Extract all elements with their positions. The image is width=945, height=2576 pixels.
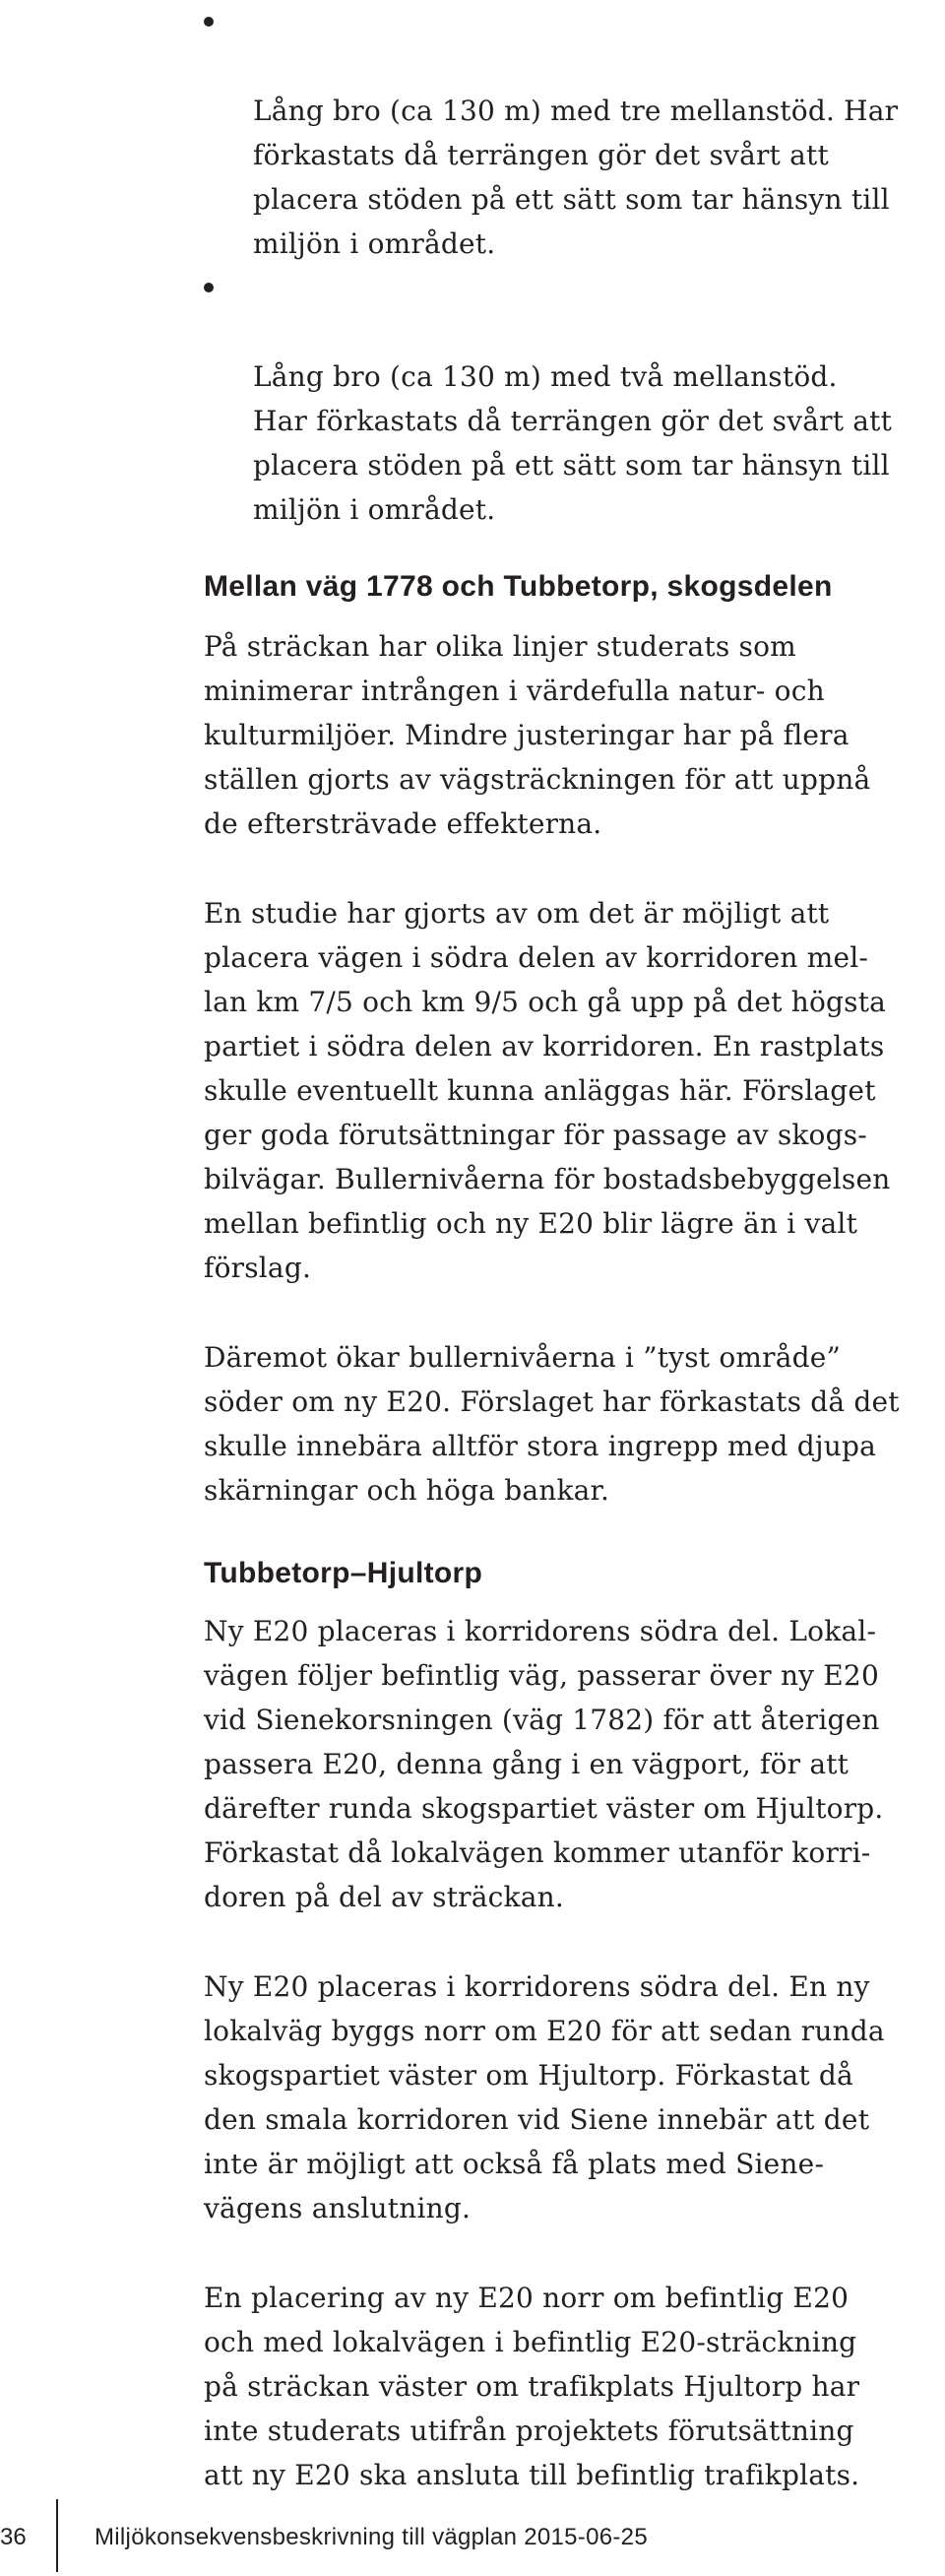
body-paragraph: På sträckan har olika linjer studerats som minimerar intrången i värdefulla natur- och kulturmiljöer. Mindre justeringar har på flera ställen gjorts av vägsträckningen för att uppnå de eftersträvade effekterna.: [204, 630, 871, 840]
footer-divider: [56, 2499, 58, 2572]
body-paragraph: Däremot ökar bullernivåerna i ”tyst område” söder om ny E20. Förslaget har förkastats då det skulle innebära alltför stora ingrepp med djupa skärningar och höga bankar.: [204, 1341, 900, 1507]
bullet-list: [204, 0, 937, 532]
body-paragraph: En studie har gjorts av om det är möjligt att placera vägen i södra delen av korridoren mel- lan km 7/5 och km 9/5 och gå upp på det högsta partiet i södra delen av korridoren. En rastplats skulle eventuellt kunna anläggas här. Förslaget ger goda förutsättningar för passage av skogs- bilvägar. Bullernivåerna för bostadsbebyggelsen mellan befintlig och ny E20 blir lägre än i valt förslag.: [204, 897, 891, 1284]
bullet-dot-icon: [204, 283, 214, 292]
body-paragraph: En placering av ny E20 norr om befintlig E20 och med lokalvägen i befintlig E20-sträckning på sträckan väster om trafikplats Hjultorp har inte studerats utifrån projektets förutsättning att ny E20 ska ansluta till befintlig trafikplats.: [204, 2282, 860, 2491]
body-paragraph: Ny E20 placeras i korridorens södra del. En ny lokalväg byggs norr om E20 för att sedan runda skogspartiet väster om Hjultorp. Förkastat då den smala korridoren vid Siene innebär att det inte är möjligt att också få plats med Siene- vägens anslutning.: [204, 1970, 885, 2224]
bullet-item-text: Lång bro (ca 130 m) med två mellanstöd. Har förkastats då terrängen gör det svårt att placera stöden på ett sätt som tar hänsyn till miljön i området.: [253, 360, 893, 526]
page-footer: [0, 2499, 945, 2574]
bullet-item: [204, 266, 937, 532]
bullet-item-text: Lång bro (ca 130 m) med tre mellanstöd. Har förkastats då terrängen gör det svårt att placera stöden på ett sätt som tar hänsyn till miljön i området.: [253, 95, 899, 260]
section-heading: Mellan väg 1778 och Tubbetorp, skogsdelen: [204, 570, 833, 603]
page-number: 36: [0, 2524, 27, 2550]
page-content: [204, 0, 937, 2497]
footer-document-title: Miljökonsekvensbeskrivning till vägplan 2015-06-25: [94, 2524, 648, 2550]
section-heading: Tubbetorp–Hjultorp: [204, 1557, 483, 1589]
bullet-item: [204, 0, 937, 266]
bullet-dot-icon: [204, 17, 214, 27]
body-paragraph: Ny E20 placeras i korridorens södra del. Lokal- vägen följer befintlig väg, passerar över ny E20 vid Sienekorsningen (väg 1782) för att återigen passera E20, denna gång i en vägport, för att därefter runda skogspartiet väster om Hjultorp. Förkastat då lokalvägen kommer utanför korri- doren på del av sträckan.: [204, 1615, 884, 1913]
